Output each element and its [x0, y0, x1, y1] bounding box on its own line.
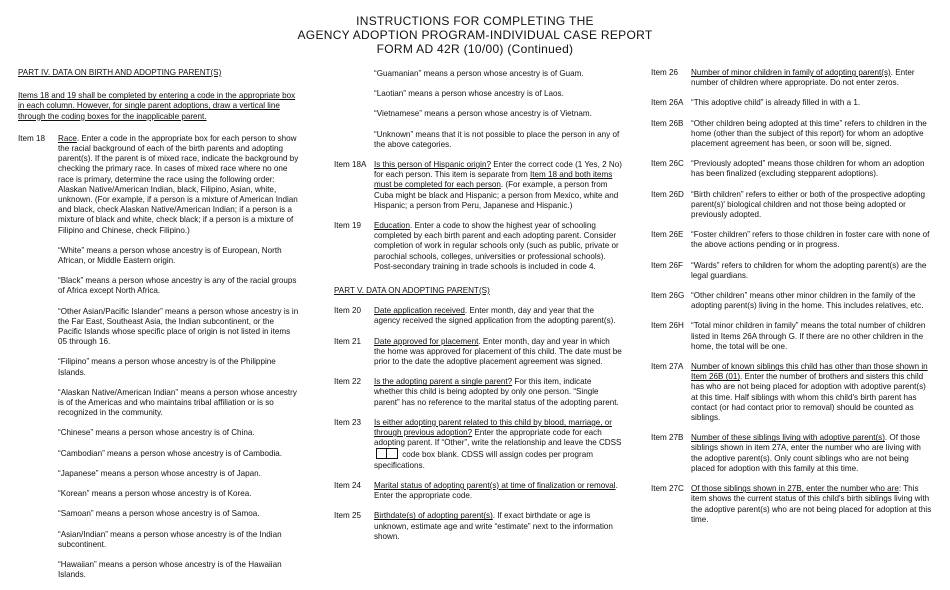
item-25 — [334, 511, 622, 542]
item-text: “Other children” means other minor children in the family of the adopting parent(s) living in the home. This includes relatives, etc. — [691, 291, 924, 311]
item-text: “Birth children” refers to either or both of the prospective adopting parent(s)' biological children and not those being adopted or previously adopted. — [691, 189, 925, 220]
column-2 — [334, 69, 622, 552]
item-number: Item 22 — [334, 377, 361, 387]
item-text: . Enter month, day and year in which the home was approved for placement of this child. The date must be prior to the date the adoptive placement agreement was signed. — [374, 336, 622, 367]
item-27a — [651, 362, 934, 423]
item-label: Is this person of Hispanic origin? — [374, 160, 491, 170]
item-text: “Other children being adopted at this time” refers to children in the home (other than the subject of this report) for whom an adoptive placement agreement has been, or soon will be, signed. — [691, 118, 927, 149]
item-text: : This item shows the current status of this child's birth siblings living with the adoptive parent(s) who are not being placed for adoption at this time. — [691, 484, 932, 524]
item-24 — [334, 481, 622, 501]
item-label-emphasis: Item 18 and both items must be completed for each person — [374, 170, 613, 190]
definition-japanese: “Japanese” means a person whose ancestry is of Japan. — [58, 468, 261, 478]
definition-filipino: “Filipino” means a person whose ancestry is of the Philippine Islands. — [58, 357, 276, 377]
item-label: Race — [58, 133, 77, 143]
item-label: Number of known siblings this child has other than those shown in Item 26B (01) — [691, 362, 928, 382]
part-v-heading: PART V. DATA ON ADOPTING PARENT(S) — [334, 286, 490, 296]
item-27b — [651, 433, 934, 474]
part-iv-lead: Items 18 and 19 shall be completed by entering a code in the appropriate box in each column. However, for single parent adoptions, draw a vertical line through the coding boxes for the inapplicable parent. — [18, 91, 296, 121]
item-number: Item 21 — [334, 336, 361, 346]
item-text: . Of those siblings shown in item 27A, enter the number who are living with the adoptive parent(s). Only count siblings who are not being placed for adoption with this family at this time. — [691, 433, 921, 473]
item-26a — [651, 98, 934, 108]
item-number: Item 20 — [334, 306, 361, 316]
item-number: Item 26B — [651, 118, 684, 128]
definition-samoan: “Samoan” means a person whose ancestry is of Samoa. — [58, 509, 260, 519]
definition-asian-indian: “Asian/Indian” means a person whose ancestry is of the Indian subcontinent. — [58, 529, 282, 549]
item-text-2: . (For example, a person from Cuba might be black and Hispanic; a person from Mexico, white and Hispanic; a person from Peru, Japanese and Hispanic.) — [374, 180, 619, 210]
item-number: Item 23 — [334, 417, 361, 427]
part-iv-heading: PART IV. DATA ON BIRTH AND ADOPTING PARENT(S) — [18, 68, 222, 77]
definition-other-asian: “Other Asian/Pacific Islander” means a person whose ancestry is in the Far East, Southeast Asia, the Indian subcontinent, or the Pacific Islands whose specific place of origin is not listed in items 05 through 16. — [58, 306, 299, 347]
item-19 — [334, 221, 622, 272]
item-number: Item 26C — [651, 159, 684, 169]
column-3 — [651, 68, 934, 535]
item-label: Marital status of adopting parent(s) at time of finalization or removal — [374, 480, 616, 490]
item-label: Number of these siblings living with adoptive parent(s) — [691, 433, 885, 443]
item-26f — [651, 261, 934, 281]
item-label: Date application received — [374, 306, 465, 316]
item-label: Education — [374, 221, 410, 231]
item-number: Item 26D — [651, 189, 684, 199]
item-number: Item 24 — [334, 480, 361, 490]
item-text: Enter the correct code (1 Yes, 2 No) for each person. This item is separate from — [374, 160, 622, 180]
item-text: . Enter number of children where appropriate. Do not enter zeros. — [691, 68, 915, 88]
item-number: Item 26 — [651, 68, 678, 77]
item-number: Item 26F — [651, 260, 683, 270]
title-line-2: AGENCY ADOPTION PROGRAM-INDIVIDUAL CASE REPORT — [297, 28, 653, 42]
item-label: Of those siblings shown in 27B, enter the number who are — [691, 484, 899, 494]
item-22 — [334, 377, 622, 408]
title-line-1: INSTRUCTIONS FOR COMPLETING THE — [356, 14, 594, 28]
item-number: Item 18 — [18, 133, 45, 143]
item-number: Item 26H — [651, 321, 684, 331]
item-text: “This adoptive child” is already filled in with a 1. — [691, 98, 861, 108]
definition-chinese: “Chinese” means a person whose ancestry is of China. — [58, 428, 255, 438]
item-text-2: code box blank. CDSS will assign codes per program specifications. — [374, 450, 593, 470]
definition-cambodian: “Cambodian” means a person whose ancestry is of Cambodia. — [58, 448, 283, 458]
definition-korean: “Korean” means a person whose ancestry is of Korea. — [58, 489, 252, 499]
item-text: “Total minor children in family” means the total number of children listed in Items 26A through G. If there are no other children in the home, the total will be one. — [691, 321, 926, 351]
item-label: Date approved for placement — [374, 336, 479, 346]
item-text: Enter the appropriate code for each adopting parent. If “Other”, write the relationship and leave the CDSS — [374, 428, 622, 448]
item-text: . Enter a code to show the highest year of schooling completed by each birth parent and each adopting parent. Consider completion of work in regular schools only (such as public, private or parochial schools, colleges, universities or professional schools). Post-secondary training in trade schools is included in code 4. — [374, 221, 619, 271]
item-number: Item 27A — [651, 362, 684, 372]
definition-laotian: “Laotian” means a person whose ancestry is of Laos. — [374, 89, 564, 99]
item-26g — [651, 291, 934, 311]
item-27c — [651, 484, 934, 525]
item-20 — [334, 306, 622, 326]
item-text: . Enter the appropriate code. — [374, 480, 618, 501]
item-label: Is either adopting parent related to this child by blood, marriage, or through previous adoption? — [374, 417, 613, 438]
item-number: Item 19 — [334, 221, 361, 231]
definition-unknown: “Unknown” means that it is not possible to place the person in any of the above categories. — [374, 129, 620, 149]
item-number: Item 26E — [651, 230, 684, 240]
item-26h — [651, 321, 934, 352]
item-18 — [18, 134, 300, 236]
item-number: Item 26A — [651, 98, 684, 108]
item-text: For this item, indicate whether this child is being adopted by only one person. “Single parent” has no reference to the marital status of the adopting parent. — [374, 377, 619, 407]
definition-alaskan-native: “Alaskan Native/American Indian” means a person whose ancestry is of the Americas and who maintains tribal affiliation or is so recognized in the community. — [58, 387, 297, 418]
definition-black: “Black” means a person whose ancestry is any of the racial groups of Africa except North Africa. — [58, 276, 297, 296]
item-text: “Foster children” refers to those children in foster care with none of the above actions pending or in progress. — [691, 230, 930, 250]
item-text: . Enter a code in the appropriate box for each person to show the racial background of each of the birth parents and adopting parent(s). If the parent is of mixed race, indicate the background by checking the primary race. In cases of mixed race where no one race is primary, determine the race using the following order: Alaskan Native/American Indian, black, Filipino, Asian, white, unknown. (For example, if a person is a mixture of American Indian and black, check Alaskan Native/American Indian; if a person is a mixture of black and white, check black; if a person is a mixture of Filipino and Chinese, check Filipino.) — [58, 133, 299, 235]
title-line-3: FORM AD 42R (10/00) (Continued) — [376, 42, 574, 56]
cdss-code-box — [376, 448, 398, 459]
document-title — [0, 14, 950, 56]
item-26 — [651, 68, 934, 88]
item-26d — [651, 190, 934, 221]
item-text: . Enter the number of brothers and sisters this child has who are not being placed for adoption with adoptive parent(s) at this time. Half siblings with whom this child's birth parent has contact (or had contact prior to removal) should be counted as siblings. — [691, 372, 926, 423]
item-label: Number of minor children in family of adopting parent(s) — [691, 68, 891, 77]
item-18a — [334, 160, 622, 211]
item-text: . Enter month, day and year that the agency received the signed application from the adopting parent(s). — [374, 306, 616, 326]
item-number: Item 27B — [651, 433, 684, 443]
item-text: . If exact birthdate or age is unknown, estimate age and write “estimate” next to the information shown. — [374, 511, 613, 541]
item-number: Item 27C — [651, 484, 684, 494]
item-label: Birthdate(s) of adopting parent(s) — [374, 511, 493, 521]
definition-white: “White” means a person whose ancestry is of European, North African, or Middle Eastern origin. — [58, 245, 282, 266]
definition-vietnamese: “Vietnamese” means a person whose ancestry is of Vietnam. — [374, 109, 592, 119]
item-number: Item 25 — [334, 511, 361, 521]
item-26b — [651, 119, 934, 150]
item-label: Is the adopting parent a single parent? — [374, 377, 513, 387]
item-text: “Wards” refers to children for whom the adopting parent(s) are the legal guardians. — [691, 260, 927, 280]
item-26e — [651, 230, 934, 250]
item-21 — [334, 337, 622, 368]
definition-guamanian: “Guamanian” means a person whose ancestry is of Guam. — [374, 69, 584, 78]
item-23 — [334, 418, 622, 471]
definition-hawaiian: “Hawaiian” means a person whose ancestry is of the Hawaiian Islands. — [58, 559, 282, 580]
item-number: Item 18A — [334, 160, 367, 170]
item-number: Item 26G — [651, 291, 685, 301]
item-text: “Previously adopted” means those children for whom an adoption has been finalized (excluding stepparent adoptions). — [691, 159, 925, 179]
column-1 — [18, 68, 300, 590]
item-26c — [651, 159, 934, 179]
